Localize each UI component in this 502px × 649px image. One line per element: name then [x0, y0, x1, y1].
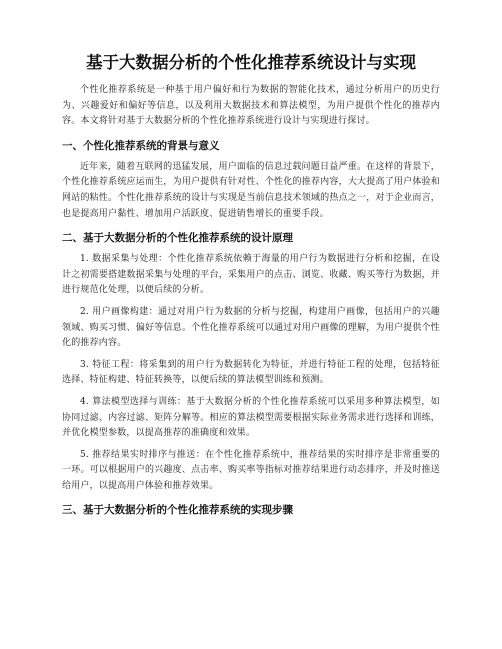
- section-heading-1: 一、个性化推荐系统的背景与意义: [62, 139, 220, 152]
- section-2-paragraph-1: 1. 数据采集与处理：个性化推荐系统依赖于海量的用户行为数据进行分析和挖掘，在设计之初需要搭建数据采集与处理的平台，采集用户的点击、浏览、收藏、购买等行为数据，并进行规范化处理，以便后续的分析。: [62, 254, 440, 296]
- section-2-paragraph-4: 4. 算法模型选择与训练：基于大数据分析的个性化推荐系统可以采用多种算法模型，如协同过滤、内容过滤、矩阵分解等。相应的算法模型需要根据实际业务需求进行选择和训练，并优化模型参数，以提高推荐的准确度和效果。: [62, 396, 440, 439]
- section-2-paragraph-3: 3. 特征工程：将采集到的用户行为数据转化为特征，并进行特征工程的处理，包括特征选择、特征构建、特征转换等，以便后续的算法模型训练和预测。: [62, 359, 440, 386]
- section-1-paragraph-1: 近年来，随着互联网的迅猛发展，用户面临的信息过载问题日益严重。在这样的背景下，个性化推荐系统应运而生，为用户提供有针对性、个性化的推荐内容，大大提高了用户体验和网站的粘性。个性化推荐系统的设计与实现是当前信息技术领域的热点之一，对于企业而言，也是提高用户黏性、增加用户活跃度、促进销售增长的重要手段。: [62, 161, 440, 219]
- abstract-paragraph: 个性化推荐系统是一种基于用户偏好和行为数据的智能化技术，通过分析用户的历史行为、兴趣爱好和偏好等信息，以及利用大数据技术和算法模型，为用户提供个性化的推荐内容。本文将针对基于大数据分析的个性化推荐系统进行设计与实现进行探讨。: [62, 85, 440, 127]
- section-2-paragraph-2: 2. 用户画像构建：通过对用户行为数据的分析与挖掘，构建用户画像，包括用户的兴趣领域、购买习惯、偏好等信息。个性化推荐系统可以通过对用户画像的理解，为用户提供个性化的推荐内容。: [62, 306, 440, 349]
- document-title: 基于大数据分析的个性化推荐系统设计与实现: [86, 53, 416, 72]
- section-heading-3: 三、基于大数据分析的个性化推荐系统的实现步骤: [62, 504, 293, 517]
- section-heading-2: 二、基于大数据分析的个性化推荐系统的设计原理: [62, 232, 293, 245]
- section-2-paragraph-5: 5. 推荐结果实时排序与推送：在个性化推荐系统中，推荐结果的实时排序是非常重要的一环。可以根据用户的兴趣度、点击率、购买率等指标对推荐结果进行动态排序，并及时推送给用户，以提高用户体验和推荐效果。: [62, 449, 440, 491]
